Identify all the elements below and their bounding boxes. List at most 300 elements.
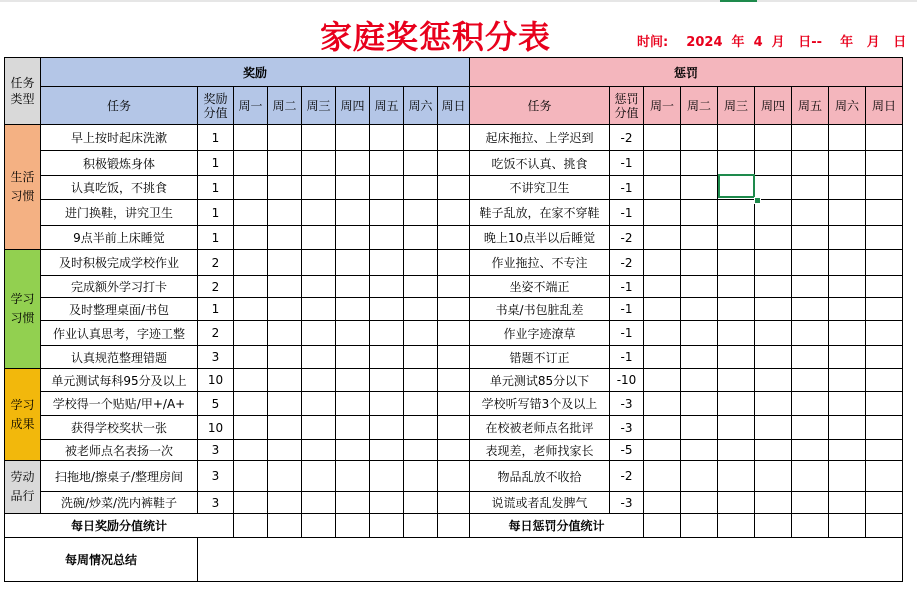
penalty-day-cell[interactable]	[866, 226, 903, 250]
penalty-day-cell[interactable]	[829, 200, 866, 226]
daily-reward-total-cell[interactable]	[336, 514, 370, 538]
penalty-day-cell[interactable]	[755, 151, 792, 176]
reward-score-cell[interactable]: 1	[198, 200, 234, 226]
penalty-score-cell[interactable]: -2	[610, 226, 644, 250]
reward-day-cell[interactable]	[336, 298, 370, 321]
selected-cell[interactable]	[718, 174, 755, 198]
penalty-day-cell[interactable]	[792, 416, 829, 440]
penalty-day-cell[interactable]	[681, 440, 718, 461]
reward-day-cell[interactable]	[268, 226, 302, 250]
penalty-day-cell[interactable]	[681, 151, 718, 176]
reward-day-cell[interactable]	[438, 151, 470, 176]
reward-day-cell[interactable]	[438, 492, 470, 514]
penalty-day-cell[interactable]	[644, 250, 681, 276]
reward-day-cell[interactable]	[268, 321, 302, 346]
penalty-day-cell[interactable]	[644, 298, 681, 321]
penalty-task-cell[interactable]: 不讲究卫生	[470, 176, 610, 200]
penalty-day-cell[interactable]	[792, 346, 829, 369]
penalty-day-cell[interactable]	[755, 440, 792, 461]
penalty-day-cell[interactable]	[829, 369, 866, 392]
reward-day-cell[interactable]	[234, 200, 268, 226]
penalty-day-cell[interactable]	[681, 416, 718, 440]
penalty-day-cell[interactable]	[792, 151, 829, 176]
penalty-day-cell[interactable]	[718, 416, 755, 440]
reward-day-cell[interactable]	[370, 461, 404, 492]
penalty-day-cell[interactable]	[644, 392, 681, 416]
fill-handle[interactable]	[754, 197, 761, 204]
reward-day-cell[interactable]	[336, 176, 370, 200]
penalty-day-cell[interactable]	[755, 276, 792, 298]
reward-task-cell[interactable]: 进门换鞋，讲究卫生	[41, 200, 198, 226]
penalty-day-cell[interactable]	[866, 151, 903, 176]
reward-day-cell[interactable]	[370, 369, 404, 392]
penalty-day-cell[interactable]	[866, 276, 903, 298]
reward-day-cell[interactable]	[268, 298, 302, 321]
reward-task-cell[interactable]: 9点半前上床睡觉	[41, 226, 198, 250]
reward-day-cell[interactable]	[268, 346, 302, 369]
penalty-day-cell[interactable]	[681, 492, 718, 514]
reward-day-cell[interactable]	[370, 346, 404, 369]
reward-task-cell[interactable]: 认真规范整理错题	[41, 346, 198, 369]
reward-task-cell[interactable]: 扫拖地/擦桌子/整理房间	[41, 461, 198, 492]
reward-day-cell[interactable]	[302, 346, 336, 369]
reward-task-cell[interactable]: 被老师点名表扬一次	[41, 440, 198, 461]
penalty-day-cell[interactable]	[829, 392, 866, 416]
reward-day-cell[interactable]	[302, 416, 336, 440]
reward-day-cell[interactable]	[302, 125, 336, 151]
reward-day-cell[interactable]	[268, 392, 302, 416]
penalty-day-cell[interactable]	[644, 461, 681, 492]
reward-day-cell[interactable]	[302, 298, 336, 321]
reward-day-cell[interactable]	[336, 369, 370, 392]
penalty-day-cell[interactable]	[866, 369, 903, 392]
penalty-day-cell[interactable]	[829, 440, 866, 461]
penalty-score-cell[interactable]: -1	[610, 346, 644, 369]
penalty-day-cell[interactable]	[866, 176, 903, 200]
penalty-score-cell[interactable]: -3	[610, 416, 644, 440]
reward-task-cell[interactable]: 完成额外学习打卡	[41, 276, 198, 298]
reward-task-cell[interactable]: 作业认真思考，字迹工整	[41, 321, 198, 346]
penalty-day-cell[interactable]	[755, 392, 792, 416]
penalty-day-cell[interactable]	[755, 176, 792, 200]
penalty-day-cell[interactable]	[644, 151, 681, 176]
penalty-day-cell[interactable]	[644, 440, 681, 461]
reward-day-cell[interactable]	[302, 250, 336, 276]
reward-day-cell[interactable]	[302, 176, 336, 200]
penalty-day-cell[interactable]	[792, 250, 829, 276]
penalty-day-cell[interactable]	[866, 392, 903, 416]
penalty-score-cell[interactable]: -3	[610, 392, 644, 416]
reward-day-cell[interactable]	[438, 176, 470, 200]
daily-penalty-total-cell[interactable]	[644, 514, 681, 538]
reward-day-cell[interactable]	[302, 226, 336, 250]
penalty-day-cell[interactable]	[866, 250, 903, 276]
reward-day-cell[interactable]	[268, 250, 302, 276]
penalty-day-cell[interactable]	[718, 276, 755, 298]
penalty-day-cell[interactable]	[866, 346, 903, 369]
penalty-day-cell[interactable]	[792, 200, 829, 226]
reward-day-cell[interactable]	[234, 250, 268, 276]
reward-day-cell[interactable]	[438, 200, 470, 226]
daily-reward-total-cell[interactable]	[234, 514, 268, 538]
reward-day-cell[interactable]	[302, 151, 336, 176]
penalty-day-cell[interactable]	[718, 369, 755, 392]
penalty-day-cell[interactable]	[718, 440, 755, 461]
reward-score-cell[interactable]: 10	[198, 369, 234, 392]
penalty-day-cell[interactable]	[829, 416, 866, 440]
reward-day-cell[interactable]	[336, 200, 370, 226]
reward-task-cell[interactable]: 获得学校奖状一张	[41, 416, 198, 440]
penalty-day-cell[interactable]	[681, 298, 718, 321]
reward-day-cell[interactable]	[234, 151, 268, 176]
penalty-day-cell[interactable]	[829, 492, 866, 514]
penalty-day-cell[interactable]	[829, 250, 866, 276]
penalty-score-cell[interactable]: -5	[610, 440, 644, 461]
penalty-day-cell[interactable]	[792, 298, 829, 321]
reward-day-cell[interactable]	[404, 176, 438, 200]
reward-day-cell[interactable]	[336, 321, 370, 346]
penalty-task-cell[interactable]: 学校听写错3个及以上	[470, 392, 610, 416]
reward-day-cell[interactable]	[234, 298, 268, 321]
penalty-day-cell[interactable]	[866, 461, 903, 492]
penalty-task-cell[interactable]: 物品乱放不收拾	[470, 461, 610, 492]
daily-penalty-total-cell[interactable]	[829, 514, 866, 538]
penalty-day-cell[interactable]	[681, 346, 718, 369]
penalty-day-cell[interactable]	[681, 461, 718, 492]
penalty-day-cell[interactable]	[792, 276, 829, 298]
reward-day-cell[interactable]	[234, 125, 268, 151]
reward-day-cell[interactable]	[302, 392, 336, 416]
reward-day-cell[interactable]	[268, 200, 302, 226]
penalty-day-cell[interactable]	[755, 321, 792, 346]
penalty-day-cell[interactable]	[681, 369, 718, 392]
penalty-day-cell[interactable]	[792, 321, 829, 346]
penalty-score-cell[interactable]: -3	[610, 492, 644, 514]
reward-day-cell[interactable]	[302, 200, 336, 226]
penalty-day-cell[interactable]	[792, 176, 829, 200]
reward-day-cell[interactable]	[438, 461, 470, 492]
penalty-day-cell[interactable]	[681, 276, 718, 298]
reward-day-cell[interactable]	[336, 151, 370, 176]
reward-day-cell[interactable]	[234, 492, 268, 514]
penalty-day-cell[interactable]	[718, 461, 755, 492]
reward-day-cell[interactable]	[404, 392, 438, 416]
penalty-score-cell[interactable]: -10	[610, 369, 644, 392]
reward-score-cell[interactable]: 1	[198, 151, 234, 176]
penalty-task-cell[interactable]: 表现差，老师找家长	[470, 440, 610, 461]
penalty-day-cell[interactable]	[866, 416, 903, 440]
reward-day-cell[interactable]	[336, 346, 370, 369]
reward-task-cell[interactable]: 及时整理桌面/书包	[41, 298, 198, 321]
daily-reward-total-cell[interactable]	[370, 514, 404, 538]
reward-task-cell[interactable]: 积极锻炼身体	[41, 151, 198, 176]
penalty-score-cell[interactable]: -2	[610, 125, 644, 151]
reward-day-cell[interactable]	[370, 321, 404, 346]
daily-reward-total-cell[interactable]	[438, 514, 470, 538]
penalty-day-cell[interactable]	[866, 298, 903, 321]
penalty-day-cell[interactable]	[718, 321, 755, 346]
penalty-day-cell[interactable]	[755, 346, 792, 369]
reward-day-cell[interactable]	[404, 226, 438, 250]
reward-day-cell[interactable]	[336, 125, 370, 151]
reward-day-cell[interactable]	[370, 200, 404, 226]
reward-score-cell[interactable]: 2	[198, 321, 234, 346]
reward-day-cell[interactable]	[336, 276, 370, 298]
penalty-score-cell[interactable]: -1	[610, 151, 644, 176]
penalty-day-cell[interactable]	[792, 440, 829, 461]
penalty-day-cell[interactable]	[644, 346, 681, 369]
penalty-day-cell[interactable]	[792, 369, 829, 392]
penalty-day-cell[interactable]	[829, 298, 866, 321]
reward-score-cell[interactable]: 2	[198, 276, 234, 298]
penalty-day-cell[interactable]	[755, 416, 792, 440]
penalty-day-cell[interactable]	[718, 200, 755, 226]
reward-day-cell[interactable]	[404, 440, 438, 461]
reward-day-cell[interactable]	[404, 492, 438, 514]
reward-task-cell[interactable]: 洗碗/炒菜/洗内裤鞋子	[41, 492, 198, 514]
penalty-score-cell[interactable]: -1	[610, 176, 644, 200]
reward-day-cell[interactable]	[370, 176, 404, 200]
reward-day-cell[interactable]	[438, 226, 470, 250]
reward-day-cell[interactable]	[370, 492, 404, 514]
reward-day-cell[interactable]	[438, 440, 470, 461]
daily-penalty-total-cell[interactable]	[681, 514, 718, 538]
reward-day-cell[interactable]	[370, 151, 404, 176]
penalty-day-cell[interactable]	[644, 416, 681, 440]
reward-day-cell[interactable]	[268, 440, 302, 461]
daily-reward-total-cell[interactable]	[302, 514, 336, 538]
penalty-day-cell[interactable]	[718, 226, 755, 250]
penalty-task-cell[interactable]: 单元测试85分以下	[470, 369, 610, 392]
penalty-day-cell[interactable]	[718, 298, 755, 321]
reward-day-cell[interactable]	[336, 492, 370, 514]
reward-score-cell[interactable]: 1	[198, 298, 234, 321]
penalty-day-cell[interactable]	[681, 200, 718, 226]
reward-score-cell[interactable]: 5	[198, 392, 234, 416]
penalty-day-cell[interactable]	[755, 492, 792, 514]
penalty-task-cell[interactable]: 作业拖拉、不专注	[470, 250, 610, 276]
reward-task-cell[interactable]: 认真吃饭，不挑食	[41, 176, 198, 200]
penalty-score-cell[interactable]: -2	[610, 461, 644, 492]
reward-score-cell[interactable]: 3	[198, 440, 234, 461]
reward-day-cell[interactable]	[404, 369, 438, 392]
penalty-day-cell[interactable]	[644, 321, 681, 346]
reward-day-cell[interactable]	[370, 392, 404, 416]
daily-reward-total-cell[interactable]	[268, 514, 302, 538]
penalty-day-cell[interactable]	[681, 176, 718, 200]
penalty-task-cell[interactable]: 错题不订正	[470, 346, 610, 369]
reward-day-cell[interactable]	[302, 276, 336, 298]
penalty-score-cell[interactable]: -2	[610, 250, 644, 276]
reward-day-cell[interactable]	[404, 321, 438, 346]
reward-day-cell[interactable]	[234, 226, 268, 250]
penalty-day-cell[interactable]	[644, 125, 681, 151]
reward-day-cell[interactable]	[234, 440, 268, 461]
penalty-day-cell[interactable]	[755, 226, 792, 250]
penalty-task-cell[interactable]: 坐姿不端正	[470, 276, 610, 298]
penalty-task-cell[interactable]: 书桌/书包脏乱差	[470, 298, 610, 321]
reward-day-cell[interactable]	[370, 125, 404, 151]
penalty-day-cell[interactable]	[644, 176, 681, 200]
reward-day-cell[interactable]	[336, 392, 370, 416]
penalty-day-cell[interactable]	[644, 276, 681, 298]
penalty-day-cell[interactable]	[792, 461, 829, 492]
reward-task-cell[interactable]: 及时积极完成学校作业	[41, 250, 198, 276]
reward-day-cell[interactable]	[438, 250, 470, 276]
daily-penalty-total-cell[interactable]	[792, 514, 829, 538]
reward-day-cell[interactable]	[302, 440, 336, 461]
penalty-day-cell[interactable]	[718, 125, 755, 151]
reward-day-cell[interactable]	[438, 369, 470, 392]
reward-day-cell[interactable]	[234, 276, 268, 298]
daily-penalty-total-cell[interactable]	[755, 514, 792, 538]
penalty-day-cell[interactable]	[755, 461, 792, 492]
reward-day-cell[interactable]	[336, 226, 370, 250]
penalty-score-cell[interactable]: -1	[610, 298, 644, 321]
reward-day-cell[interactable]	[370, 226, 404, 250]
reward-day-cell[interactable]	[404, 346, 438, 369]
penalty-day-cell[interactable]	[755, 125, 792, 151]
reward-day-cell[interactable]	[404, 416, 438, 440]
penalty-day-cell[interactable]	[829, 321, 866, 346]
reward-score-cell[interactable]: 3	[198, 346, 234, 369]
reward-day-cell[interactable]	[268, 492, 302, 514]
penalty-day-cell[interactable]	[792, 226, 829, 250]
reward-day-cell[interactable]	[404, 298, 438, 321]
penalty-task-cell[interactable]: 晚上10点半以后睡觉	[470, 226, 610, 250]
reward-day-cell[interactable]	[302, 369, 336, 392]
penalty-day-cell[interactable]	[718, 151, 755, 176]
reward-day-cell[interactable]	[268, 125, 302, 151]
reward-day-cell[interactable]	[438, 125, 470, 151]
reward-day-cell[interactable]	[438, 346, 470, 369]
reward-day-cell[interactable]	[268, 276, 302, 298]
reward-day-cell[interactable]	[268, 176, 302, 200]
reward-day-cell[interactable]	[370, 276, 404, 298]
reward-day-cell[interactable]	[234, 321, 268, 346]
penalty-day-cell[interactable]	[644, 369, 681, 392]
penalty-day-cell[interactable]	[755, 369, 792, 392]
penalty-day-cell[interactable]	[718, 346, 755, 369]
reward-day-cell[interactable]	[234, 392, 268, 416]
reward-score-cell[interactable]: 1	[198, 125, 234, 151]
daily-reward-total-cell[interactable]	[404, 514, 438, 538]
reward-score-cell[interactable]: 1	[198, 176, 234, 200]
penalty-day-cell[interactable]	[718, 250, 755, 276]
penalty-task-cell[interactable]: 鞋子乱放，在家不穿鞋	[470, 200, 610, 226]
reward-day-cell[interactable]	[302, 461, 336, 492]
reward-day-cell[interactable]	[336, 416, 370, 440]
reward-day-cell[interactable]	[438, 276, 470, 298]
reward-day-cell[interactable]	[302, 321, 336, 346]
penalty-day-cell[interactable]	[718, 392, 755, 416]
reward-day-cell[interactable]	[370, 416, 404, 440]
penalty-day-cell[interactable]	[681, 321, 718, 346]
reward-day-cell[interactable]	[302, 492, 336, 514]
reward-day-cell[interactable]	[268, 151, 302, 176]
penalty-day-cell[interactable]	[681, 226, 718, 250]
reward-day-cell[interactable]	[234, 461, 268, 492]
reward-day-cell[interactable]	[404, 200, 438, 226]
penalty-day-cell[interactable]	[644, 200, 681, 226]
penalty-day-cell[interactable]	[755, 298, 792, 321]
reward-score-cell[interactable]: 3	[198, 461, 234, 492]
penalty-day-cell[interactable]	[829, 125, 866, 151]
penalty-day-cell[interactable]	[829, 226, 866, 250]
penalty-day-cell[interactable]	[829, 151, 866, 176]
reward-score-cell[interactable]: 3	[198, 492, 234, 514]
reward-day-cell[interactable]	[370, 250, 404, 276]
penalty-day-cell[interactable]	[644, 492, 681, 514]
reward-day-cell[interactable]	[404, 461, 438, 492]
reward-day-cell[interactable]	[268, 369, 302, 392]
reward-score-cell[interactable]: 1	[198, 226, 234, 250]
penalty-task-cell[interactable]: 吃饭不认真、挑食	[470, 151, 610, 176]
reward-day-cell[interactable]	[336, 461, 370, 492]
reward-day-cell[interactable]	[438, 416, 470, 440]
penalty-day-cell[interactable]	[755, 250, 792, 276]
reward-day-cell[interactable]	[404, 125, 438, 151]
reward-day-cell[interactable]	[234, 176, 268, 200]
reward-day-cell[interactable]	[336, 250, 370, 276]
reward-day-cell[interactable]	[234, 346, 268, 369]
penalty-day-cell[interactable]	[644, 226, 681, 250]
reward-day-cell[interactable]	[370, 440, 404, 461]
penalty-task-cell[interactable]: 在校被老师点名批评	[470, 416, 610, 440]
reward-day-cell[interactable]	[404, 250, 438, 276]
penalty-task-cell[interactable]: 作业字迹潦草	[470, 321, 610, 346]
penalty-day-cell[interactable]	[792, 125, 829, 151]
reward-day-cell[interactable]	[268, 461, 302, 492]
reward-day-cell[interactable]	[404, 276, 438, 298]
reward-task-cell[interactable]: 学校得一个贴贴/甲+/A+	[41, 392, 198, 416]
penalty-task-cell[interactable]: 起床拖拉、上学迟到	[470, 125, 610, 151]
reward-score-cell[interactable]: 10	[198, 416, 234, 440]
penalty-day-cell[interactable]	[866, 492, 903, 514]
penalty-day-cell[interactable]	[792, 492, 829, 514]
penalty-day-cell[interactable]	[681, 392, 718, 416]
reward-day-cell[interactable]	[234, 416, 268, 440]
reward-day-cell[interactable]	[370, 298, 404, 321]
penalty-day-cell[interactable]	[829, 346, 866, 369]
penalty-day-cell[interactable]	[866, 321, 903, 346]
daily-penalty-total-cell[interactable]	[866, 514, 903, 538]
reward-day-cell[interactable]	[268, 416, 302, 440]
reward-score-cell[interactable]: 2	[198, 250, 234, 276]
penalty-day-cell[interactable]	[681, 125, 718, 151]
reward-day-cell[interactable]	[438, 321, 470, 346]
penalty-score-cell[interactable]: -1	[610, 200, 644, 226]
penalty-day-cell[interactable]	[718, 492, 755, 514]
reward-task-cell[interactable]: 早上按时起床洗漱	[41, 125, 198, 151]
penalty-day-cell[interactable]	[829, 461, 866, 492]
reward-day-cell[interactable]	[438, 392, 470, 416]
reward-day-cell[interactable]	[438, 298, 470, 321]
reward-day-cell[interactable]	[404, 151, 438, 176]
penalty-day-cell[interactable]	[681, 250, 718, 276]
penalty-day-cell[interactable]	[792, 392, 829, 416]
penalty-score-cell[interactable]: -1	[610, 321, 644, 346]
penalty-day-cell[interactable]	[866, 125, 903, 151]
reward-task-cell[interactable]: 单元测试每科95分及以上	[41, 369, 198, 392]
weekly-summary-cell[interactable]	[198, 538, 903, 582]
penalty-day-cell[interactable]	[866, 200, 903, 226]
reward-day-cell[interactable]	[234, 369, 268, 392]
reward-day-cell[interactable]	[336, 440, 370, 461]
daily-penalty-total-cell[interactable]	[718, 514, 755, 538]
penalty-day-cell[interactable]	[829, 276, 866, 298]
penalty-day-cell[interactable]	[829, 176, 866, 200]
